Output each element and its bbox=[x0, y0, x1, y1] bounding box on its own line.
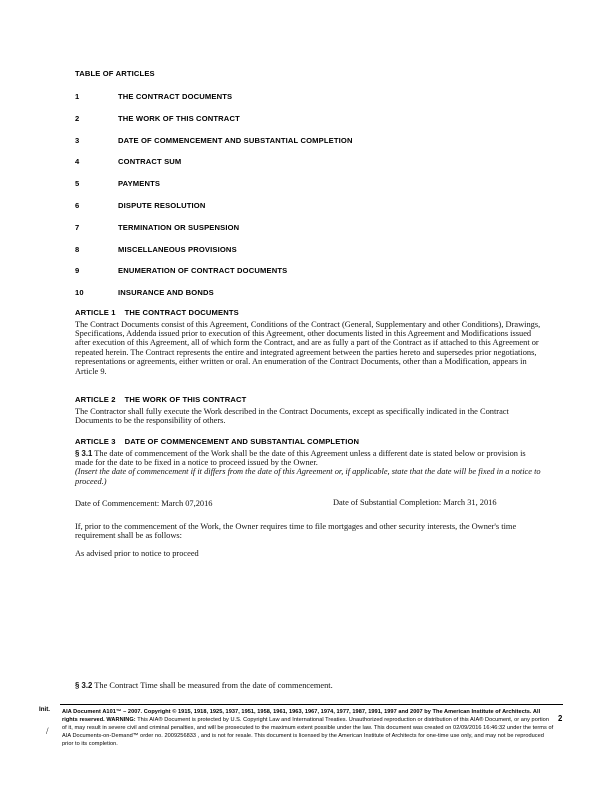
toc-item-number: 10 bbox=[75, 288, 84, 298]
article-3-number: ARTICLE 3 bbox=[75, 437, 116, 446]
toc-item-number: 5 bbox=[75, 179, 80, 189]
footer-legal-text bbox=[62, 709, 554, 749]
toc-item-number: 4 bbox=[75, 157, 80, 167]
toc-item bbox=[75, 136, 545, 145]
toc-item-number: 3 bbox=[75, 135, 80, 145]
toc-item-label: INSURANCE AND BONDS bbox=[118, 288, 214, 298]
section-3-2-number: § 3.2 bbox=[75, 681, 93, 690]
toc-item bbox=[75, 201, 545, 210]
toc-item-label: DISPUTE RESOLUTION bbox=[118, 200, 206, 210]
article-3-title: DATE OF COMMENCEMENT AND SUBSTANTIAL COMPLETION bbox=[124, 437, 360, 446]
toc-item bbox=[75, 157, 545, 166]
toc-item-number: 7 bbox=[75, 222, 80, 232]
article-2-number: ARTICLE 2 bbox=[75, 395, 116, 404]
article-1-number: ARTICLE 1 bbox=[75, 308, 116, 317]
date-of-substantial-completion-value: Date of Substantial Completion: March 31, 2016 bbox=[333, 498, 497, 507]
toc-item-number: 9 bbox=[75, 266, 80, 276]
toc-item-label: CONTRACT SUM bbox=[118, 157, 182, 167]
section-3-1-instruction: (Insert the date of commencement if it differs from the date of this Agreement or, if applicable, state that the date will be fixed in a notice to proceed.) bbox=[75, 467, 541, 486]
section-3-1-text: The date of commencement of the Work shall be the date of this Agreement unless a different date is stated below or provision is made for the date to be fixed in a notice to proceed issued by the Owner. bbox=[75, 448, 526, 467]
init-slash-mark: / bbox=[46, 726, 49, 736]
toc-item bbox=[75, 288, 545, 297]
owner-time-requirement-value: As advised prior to notice to proceed bbox=[75, 549, 199, 558]
toc-item-label: THE CONTRACT DOCUMENTS bbox=[118, 92, 233, 101]
toc-list bbox=[75, 92, 545, 297]
toc-item bbox=[75, 245, 545, 254]
article-2-body: The Contractor shall fully execute the Work described in the Contract Documents, except as specifically indicated in the Contract Documents to be the responsibility of others. bbox=[75, 406, 509, 425]
article-3 bbox=[75, 437, 545, 486]
toc-item-number: 1 bbox=[75, 92, 80, 101]
toc-item bbox=[75, 266, 545, 275]
footer-divider bbox=[60, 704, 563, 705]
toc-item-label: THE WORK OF THIS CONTRACT bbox=[118, 113, 240, 123]
init-label: Init. bbox=[39, 706, 50, 713]
toc-item bbox=[75, 223, 545, 232]
article-2-heading bbox=[75, 395, 545, 404]
page-number: 2 bbox=[558, 714, 563, 723]
toc-item-label: DATE OF COMMENCEMENT AND SUBSTANTIAL COMPLETION bbox=[118, 135, 353, 145]
article-1-body: The Contract Documents consist of this Agreement, Conditions of the Contract (General, Supplementary and other Conditions), Drawings, Specifications, Addenda issued prior to execution of this Agreement, other documents listed in this Agreement and Modifications issued after execution of this Agreement, all of which form the Contract, and are as fully a part of the Contract as if attached to this Agreement or repeated herein. The Contract represents the entire and integrated agreement between the parties hereto and supersedes prior negotiations, representations or agreements, either written or oral. An enumeration of the Contract Documents, other than a Modification, appears in Article 9. bbox=[75, 319, 541, 376]
article-2-title: THE WORK OF THIS CONTRACT bbox=[124, 395, 247, 404]
article-3-heading bbox=[75, 437, 545, 446]
section-3-2-text: The Contract Time shall be measured from the date of commencement. bbox=[94, 681, 333, 690]
article-1-title: THE CONTRACT DOCUMENTS bbox=[124, 308, 239, 317]
article-1-heading bbox=[75, 308, 545, 317]
toc-item-number: 2 bbox=[75, 113, 80, 123]
footer-warning-text: This AIA® Document is protected by U.S. Copyright Law and International Treaties. Unauthorized reproduction or distribution of this AIA® Document, or any portion of it, may result in severe civil and criminal penalties, and will be prosecuted to the maximum extent possible under the law. This document was created on 02/09/2016 16:46:32 under the terms of AIA Documents-on-Demand™ order no. 2009256833 , and is not for resale. This document is licensed by the American Institute of Architects for one-time use only, and may not be reproduced prior to its completion. bbox=[62, 716, 554, 747]
toc-item-label: MISCELLANEOUS PROVISIONS bbox=[118, 244, 237, 254]
toc-item bbox=[75, 114, 545, 123]
section-3-2 bbox=[75, 681, 545, 690]
section-3-1 bbox=[75, 449, 545, 468]
article-1 bbox=[75, 308, 545, 376]
toc-item bbox=[75, 179, 545, 188]
toc-title: TABLE OF ARTICLES bbox=[75, 69, 155, 78]
toc-item-label: ENUMERATION OF CONTRACT DOCUMENTS bbox=[118, 266, 288, 276]
toc-item-label: PAYMENTS bbox=[118, 179, 161, 189]
footer-warning-label: WARNING: bbox=[106, 716, 136, 723]
toc-item bbox=[75, 92, 545, 101]
date-of-commencement-value: Date of Commencement: March 07,2016 bbox=[75, 499, 213, 508]
toc-item-number: 8 bbox=[75, 244, 80, 254]
toc-item-label: TERMINATION OR SUSPENSION bbox=[118, 222, 240, 232]
owner-time-requirement-paragraph: If, prior to the commencement of the Work, the Owner requires time to file mortgages and other security interests, the Owner's time requirement shall be as follows: bbox=[75, 522, 517, 541]
toc-item-number: 6 bbox=[75, 200, 80, 210]
section-3-1-number: § 3.1 bbox=[75, 448, 93, 458]
footer-copyright-text: AIA Document A101™ – 2007. Copyright © 1915, 1918, 1925, 1937, 1951, 1958, 1961, 1963, 1967, 1974, 1977, 1987, 1991, 1997 and 2007 by The American Institute of Architects. All rights reserved. bbox=[62, 709, 541, 723]
article-2 bbox=[75, 395, 545, 425]
